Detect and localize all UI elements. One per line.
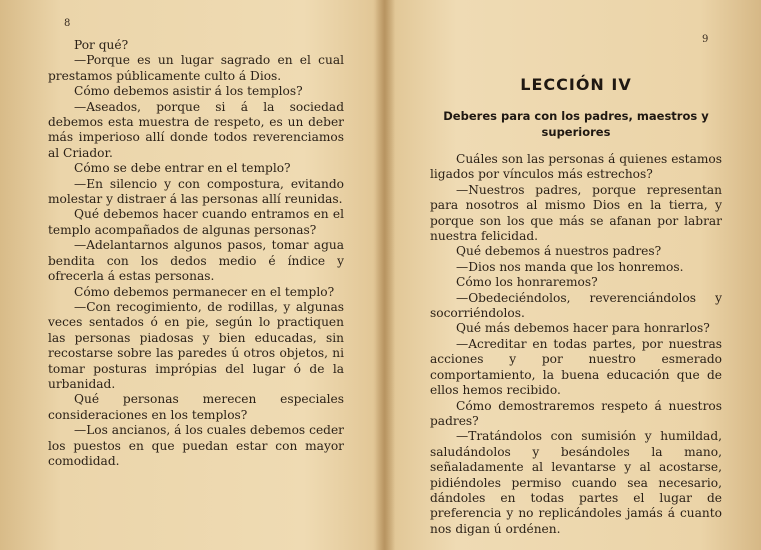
lesson-subtitle: Deberes para con los padres, maestros y superiores (443, 109, 709, 139)
paragraph: Cómo demostraremos respeto á nuestros padres? (430, 398, 722, 428)
paragraph: —Con recogimiento, de rodillas, y algunas veces sentados ó en pie, según lo practiquen las personas piadosas y bien educadas, sin recostarse sobre las paredes ú otros objetos, ni tomar posturas imprópias del lugar ó de la urbanidad. (48, 299, 344, 391)
paragraph: —En silencio y con compostura, evitando molestar y distraer á las personas allí reunidas. (48, 176, 344, 207)
paragraph: —Nuestros padres, porque representan para nosotros al mismo Dios en la tierra, y porque son los que más se afanan por labrar nuestra felicidad. (430, 182, 722, 244)
paragraph: Qué personas merecen especiales consideraciones en los templos? (48, 392, 344, 422)
left-page (0, 0, 380, 550)
paragraph: Cuáles son las personas á quienes estamos ligados por vínculos más estrechos? (430, 152, 722, 182)
paragraph: Qué más debemos hacer para honrarlos? (456, 321, 710, 336)
paragraph: Cómo debemos permanecer en el templo? (74, 284, 335, 299)
paragraph: Por qué? (74, 38, 129, 52)
paragraph: Qué debemos á nuestros padres? (456, 244, 662, 259)
right-page (388, 0, 761, 550)
paragraph: Cómo debemos asistir á los templos? (74, 84, 303, 99)
paragraph: Cómo los honraremos? (456, 275, 598, 290)
paragraph: —Aseados, porque si á la sociedad debemos esta muestra de respeto, es un deber más imperioso allí donde todos reverenciamos al Criador. (48, 99, 344, 160)
paragraph: Qué debemos hacer cuando entramos en el templo acompañados de algunas personas? (48, 207, 344, 237)
paragraph: —Acreditar en todas partes, por nuestras acciones y por nuestro esmerado comportamiento, la buena educación que de ellos hemos recibido. (430, 336, 722, 398)
paragraph: Cómo se debe entrar en el templo? (74, 161, 291, 176)
paragraph: —Porque es un lugar sagrado en el cual prestamos públicamente culto á Dios. (48, 53, 344, 83)
paragraph: —Los ancianos, á los cuales debemos ceder los puestos en que puedan estar con mayor comodidad. (48, 423, 344, 468)
lesson-title: LECCIÓN IV (520, 75, 632, 94)
page-number: 9 (702, 34, 709, 45)
paragraph: —Obedeciéndolos, reverenciándolos y socorriéndolos. (430, 290, 722, 321)
page-number: 8 (64, 18, 71, 29)
left-page-text (48, 38, 344, 469)
paragraph: —Dios nos manda que los honremos. (456, 259, 684, 274)
paragraph: —Adelantarnos algunos pasos, tomar agua bendita con los dedos medio é índice y ofrecerla á estas personas. (48, 238, 344, 284)
right-page-text (430, 152, 722, 537)
paragraph: —Tratándolos con sumisión y humildad, saludándolos y besándoles la mano, señaladamente al levantarse y al acostarse, pidiéndoles permiso cuando sea necesario, dándoles en todas partes el lugar de preferencia y no replicándoles jamás á cuanto nos digan ú ordénen. (430, 429, 722, 536)
